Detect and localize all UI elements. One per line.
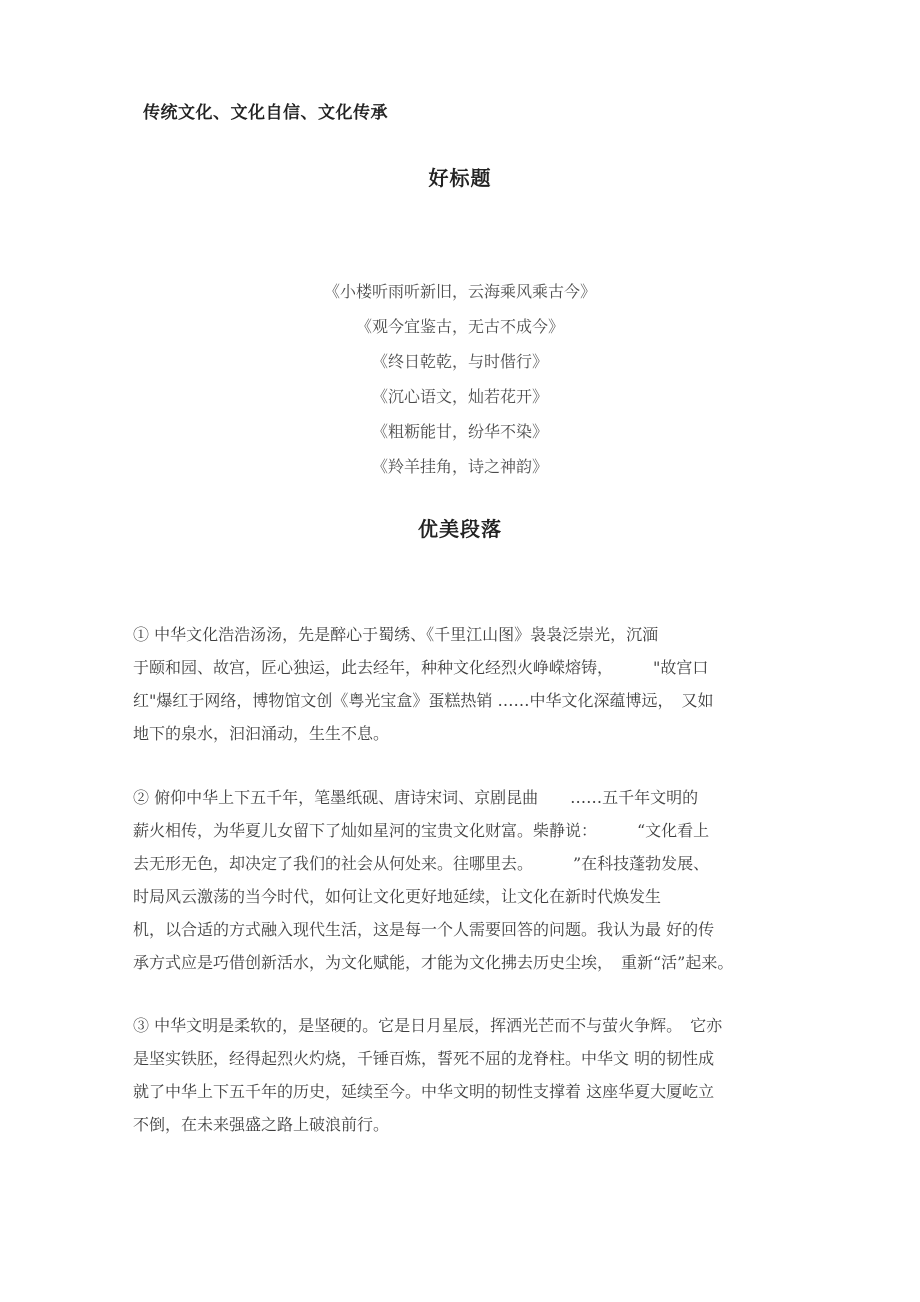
paragraph-line: 不倒，在未来强盛之路上破浪前行。 (133, 1115, 390, 1134)
topic-keywords: 传统文化、文化自信、文化传承 (143, 103, 388, 123)
paragraph-1 (133, 623, 783, 755)
paragraph-line: 地下的泉水，汩汩涌动，生生不息。 (133, 724, 390, 743)
title-item: 《终日乾乾，与时偕行》 (371, 352, 548, 371)
title-item: 《观今宜鉴古，无古不成今》 (355, 317, 564, 336)
paragraph-line: 机，以合适的方式融入现代生活，这是每一个人需要回答的问题。我认为最 好的传 (133, 920, 715, 939)
paragraph-line: 薪火相传，为华夏儿女留下了灿如星河的宝贵文化财富。柴静说： “文化看上 (133, 821, 710, 840)
title-item: 《沉心语文，灿若花开》 (371, 387, 548, 406)
paragraph-line: 是坚实铁胚，经得起烈火灼烧，千锤百炼，誓死不屈的龙脊柱。中华文 明的韧性成 (133, 1049, 715, 1068)
good-titles-list (0, 280, 920, 490)
paragraph-line: ② 俯仰中华上下五千年，笔墨纸砚、唐诗宋词、京剧昆曲 ……五千年文明的 (133, 788, 699, 807)
title-item: 《小楼听雨听新旧，云海乘风乘古今》 (323, 282, 596, 301)
paragraph-line: 就了中华上下五千年的历史，延续至今。中华文明的韧性支撑着 这座华夏大厦屹立 (133, 1082, 715, 1101)
good-titles-heading: 好标题 (428, 166, 492, 190)
paragraph-2 (133, 786, 783, 984)
paragraph-line: ① 中华文化浩浩汤汤，先是醉心于蜀绣、《千里江山图》袅袅泛崇光，沉湎 (133, 625, 659, 644)
paragraph-line: 承方式应是巧借创新活水，为文化赋能，才能为文化拂去历史尘埃， 重新“活”起来。 (133, 953, 734, 972)
title-item: 《粗粝能甘，纷华不染》 (371, 422, 548, 441)
paragraph-line: 于颐和园、故宫，匠心独运，此去经年，种种文化经烈火峥嵘熔铸， "故宫口 (133, 658, 709, 677)
paragraph-3 (133, 1014, 783, 1146)
paragraphs-heading: 优美段落 (418, 517, 502, 541)
title-item: 《羚羊挂角，诗之神韵》 (371, 457, 548, 476)
paragraph-line: 红"爆红于网络，博物馆文创《粤光宝盒》蛋糕热销 ……中华文化深蕴博远， 又如 (133, 691, 714, 710)
paragraph-line: 时局风云激荡的当今时代，如何让文化更好地延续，让文化在新时代焕发生 (133, 887, 662, 906)
paragraph-line: 去无形无色，却决定了我们的社会从何处来。往哪里去。 ”在科技蓬勃发展、 (133, 854, 710, 873)
paragraph-line: ③ 中华文明是柔软的，是坚硬的。它是日月星辰，挥洒光芒而不与萤火争辉。 它亦 (133, 1016, 723, 1035)
